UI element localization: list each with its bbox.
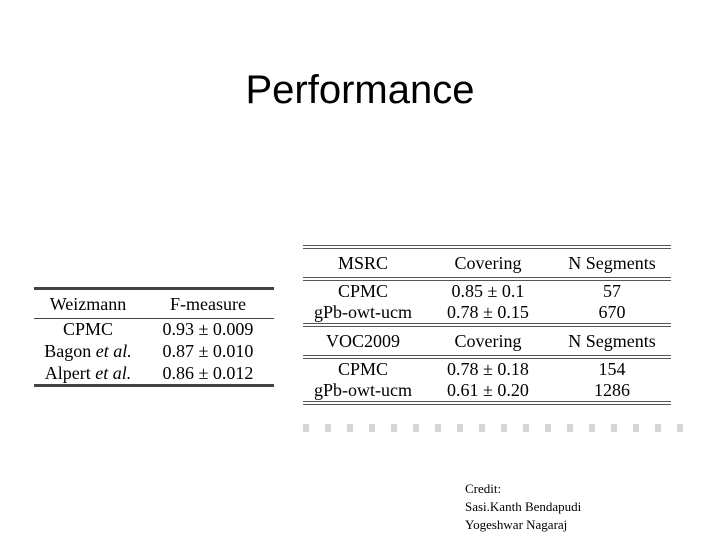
credit-label: Credit: (465, 481, 502, 496)
f-measure-cell: 0.86 ± 0.012 (142, 363, 274, 386)
method-cell: CPMC (337, 359, 389, 379)
n-segments-cell: 1286 (553, 380, 671, 403)
et-al-italic: et al. (95, 362, 132, 383)
table-row (34, 363, 274, 386)
method-cell: CPMC (62, 319, 114, 340)
header-covering: Covering (423, 247, 553, 279)
weizmann-table (34, 287, 274, 387)
header-weizmann: Weizmann (34, 289, 142, 319)
header-msrc: MSRC (303, 247, 423, 279)
table-header-row (34, 289, 274, 319)
table-row (303, 279, 671, 302)
table-row (303, 357, 671, 380)
covering-cell: 0.78 ± 0.15 (423, 302, 553, 325)
method-cell: gPb-owt-ucm (303, 302, 423, 325)
method-cell: CPMC (337, 281, 389, 301)
credit-author: Yogeshwar Nagaraj (465, 517, 568, 532)
table-row (34, 319, 274, 341)
slide-title: Performance (245, 68, 475, 112)
n-segments-cell: 670 (553, 302, 671, 325)
covering-cell: 0.78 ± 0.18 (447, 359, 529, 379)
table-row (303, 302, 671, 325)
credit-block (465, 480, 581, 534)
table-row (303, 380, 671, 403)
table-row (34, 341, 274, 363)
cropped-caption-edge (303, 424, 683, 432)
method-cell: Alpert et al. (34, 363, 142, 386)
segmentation-table (303, 245, 671, 405)
f-measure-cell: 0.93 ± 0.009 (162, 319, 254, 340)
covering-cell: 0.85 ± 0.1 (451, 281, 525, 301)
n-segments-cell: 57 (603, 281, 621, 301)
method-cell: Bagon et al. (44, 341, 132, 361)
covering-cell: 0.61 ± 0.20 (423, 380, 553, 403)
et-al-italic: et al. (95, 341, 132, 361)
header-voc2009: VOC2009 (303, 325, 423, 357)
n-segments-cell: 154 (598, 359, 626, 379)
header-n-segments: N Segments (553, 247, 671, 279)
credit-author: Sasi.Kanth Bendapudi (465, 499, 582, 514)
header-covering: Covering (423, 325, 553, 357)
table-header-row (303, 325, 671, 357)
header-f-measure: F-measure (142, 289, 274, 319)
f-measure-cell: 0.87 ± 0.010 (162, 341, 254, 361)
method-cell: gPb-owt-ucm (303, 380, 423, 403)
table-header-row (303, 247, 671, 279)
header-n-segments: N Segments (553, 325, 671, 357)
